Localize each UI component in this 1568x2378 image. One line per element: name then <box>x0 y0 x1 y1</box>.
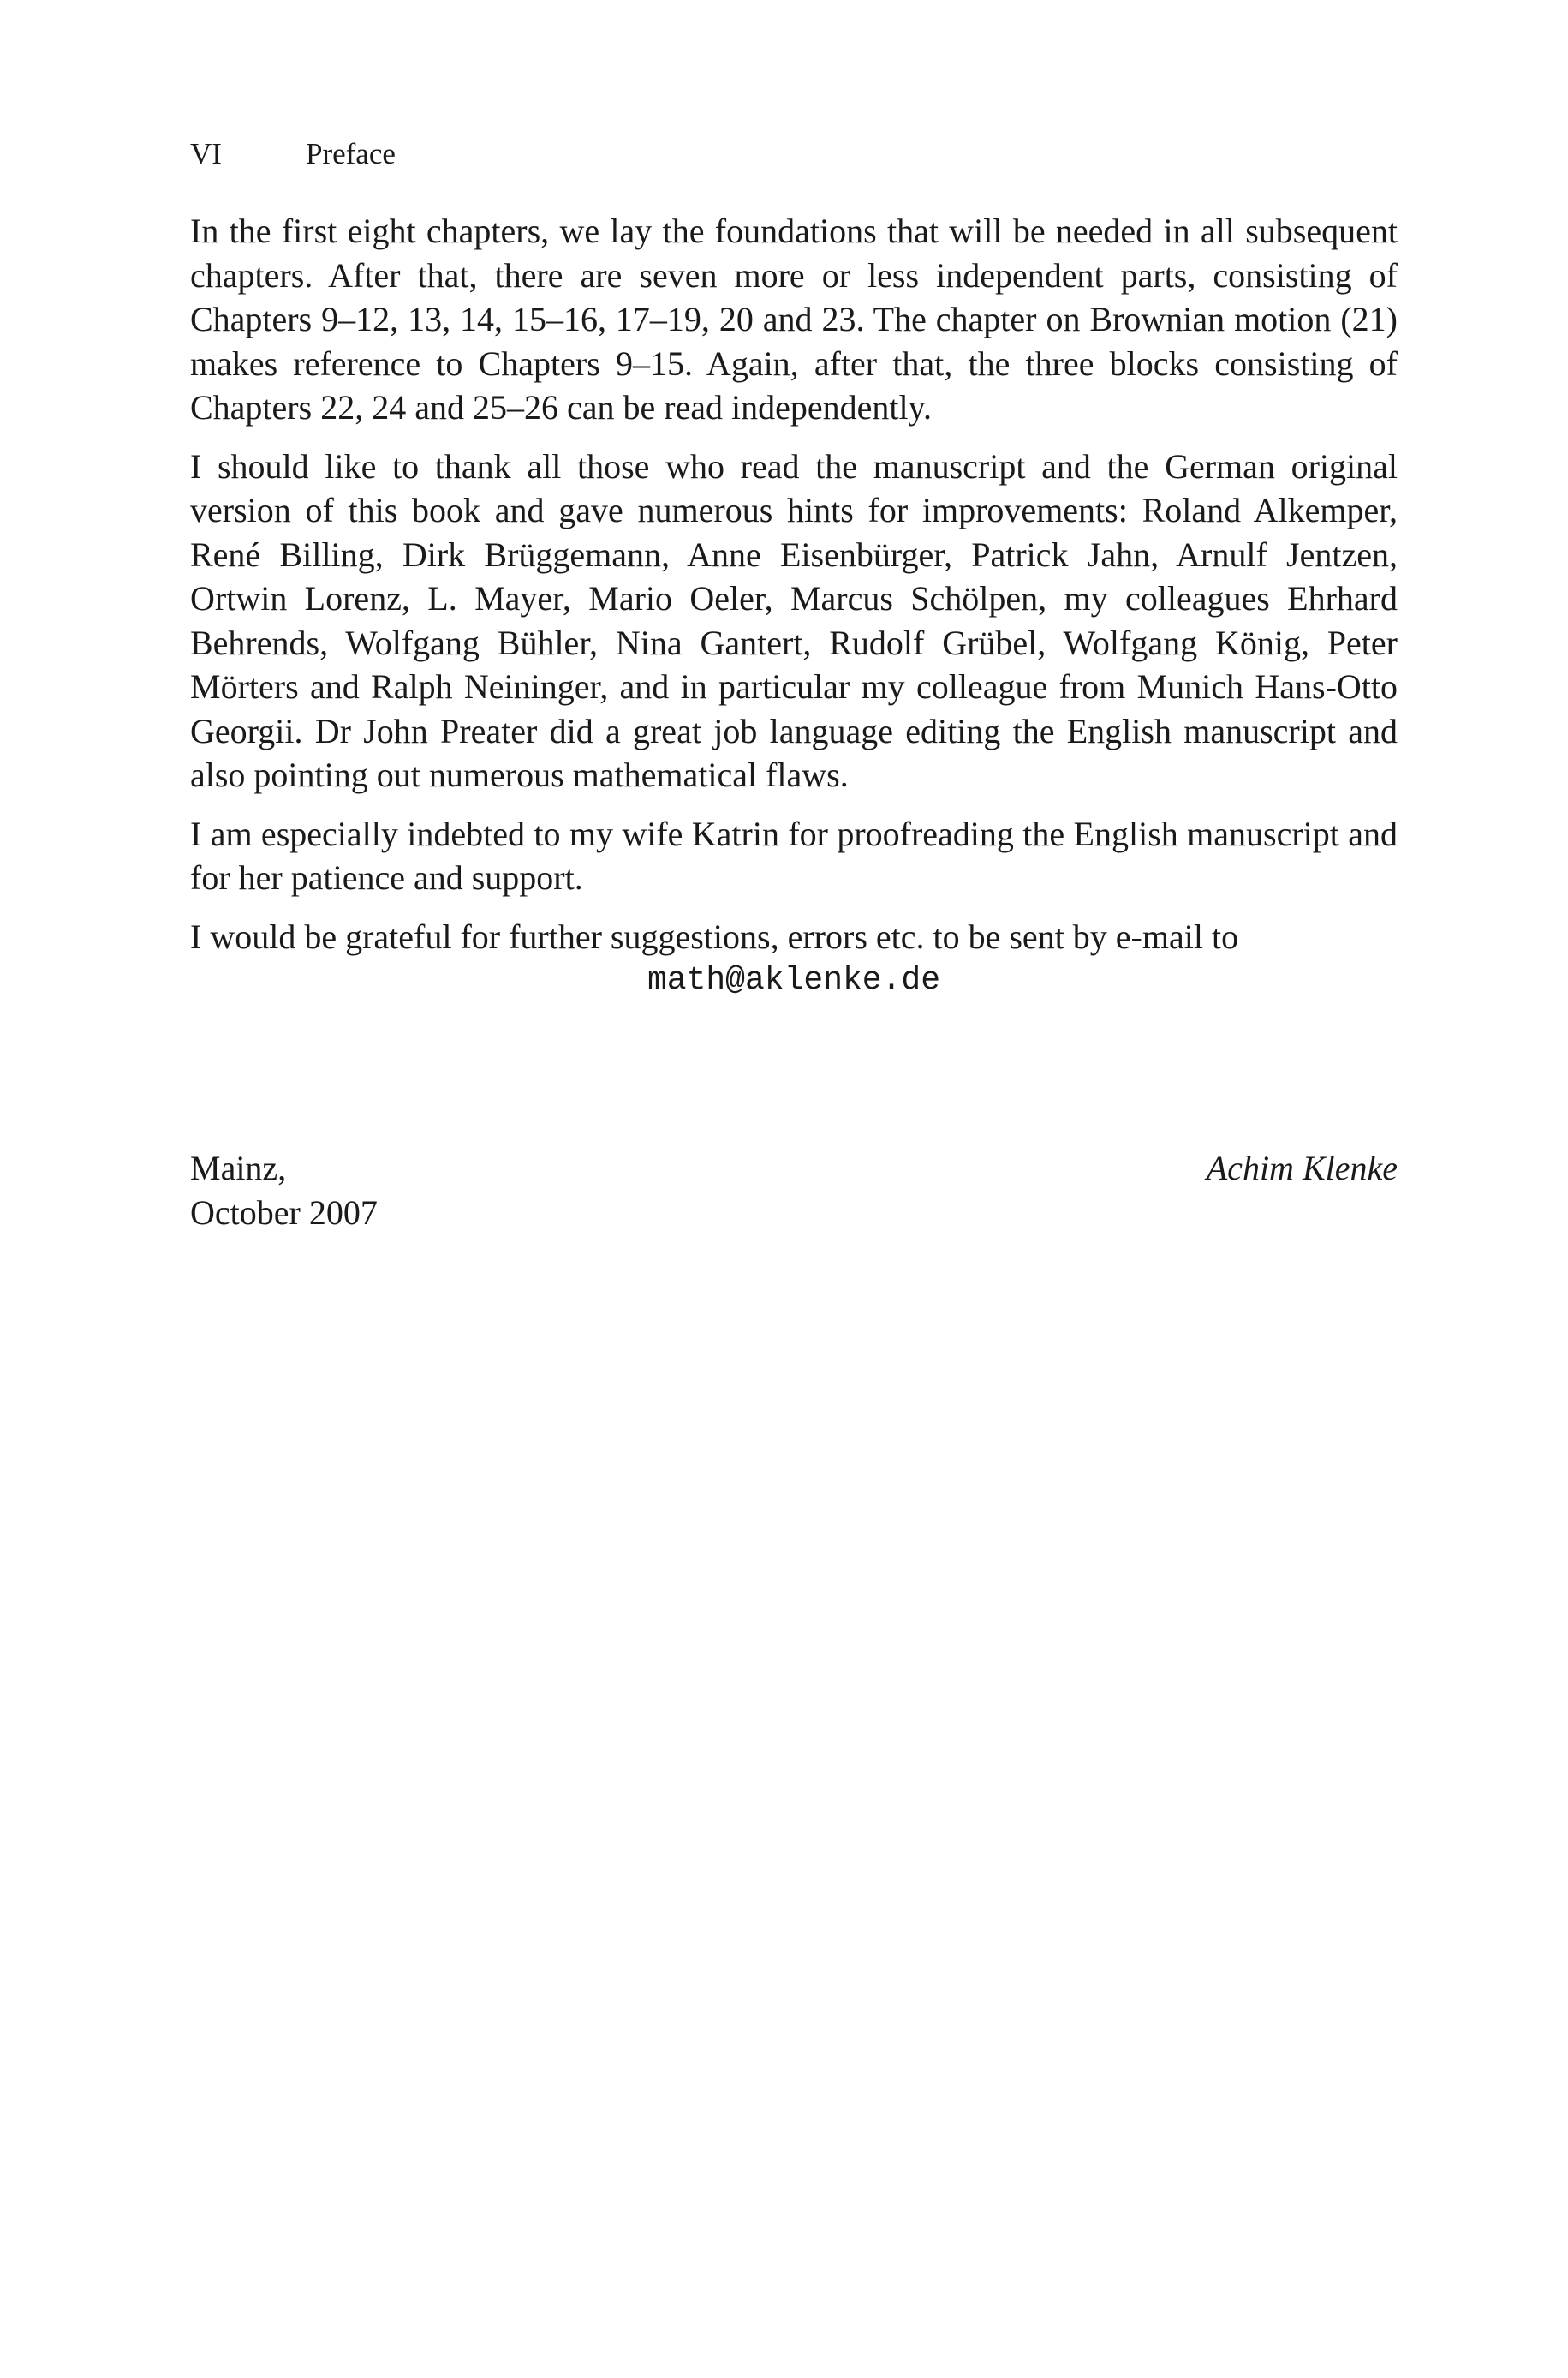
email-address: math@aklenke.de <box>647 962 941 999</box>
place-date <box>190 1146 378 1234</box>
feedback-request-text: I would be grateful for further suggestions, errors etc. to be sent by e-mail to <box>190 917 1239 956</box>
signature-date: October 2007 <box>190 1192 378 1232</box>
signature-block <box>190 1146 1398 1234</box>
paragraph-chapter-structure: In the first eight chapters, we lay the foundations that will be needed in all subsequent chapters. After that, there are seven more or less independent parts, consisting of Chapters 9–12, 13, 14, 15–16, 17–19, 20 and 23. The chapter on Brownian motion (21) makes reference to Chapters 9–15. Again, after that, the three blocks consisting of Chapters 22, 24 and 25–26 can be read independently. <box>190 212 1398 427</box>
author-name: Achim Klenke <box>1206 1149 1398 1187</box>
signature-place: Mainz, <box>190 1149 287 1187</box>
section-title: Preface <box>306 137 396 170</box>
paragraph-feedback-request <box>190 915 1398 1004</box>
paragraph-thanks-wife: I am especially indebted to my wife Katrin for proofreading the English manuscript and for her patience and support. <box>190 814 1398 897</box>
page-number: VI <box>190 137 222 170</box>
paragraph-acknowledgements: I should like to thank all those who read the manuscript and the German original version of this book and gave numerous hints for improvements: Roland Alkemper, René Billing, Dirk Brüggemann, Anne Eisenbürger, Patrick Jahn, Arnulf Jentzen, Ortwin Lorenz, L. Mayer, Mario Oeler, Marcus Schölpen, my colleagues Ehrhard Behrends, Wolfgang Bühler, Nina Gantert, Rudolf Grübel, Wolfgang König, Peter Mörters and Ralph Neininger, and in particular my colleague from Munich Hans-Otto Georgii. Dr John Preater did a great job language editing the English manuscript and also pointing out numerous mathematical flaws. <box>190 446 1398 794</box>
running-header <box>190 135 396 173</box>
preface-body <box>190 209 1398 1003</box>
